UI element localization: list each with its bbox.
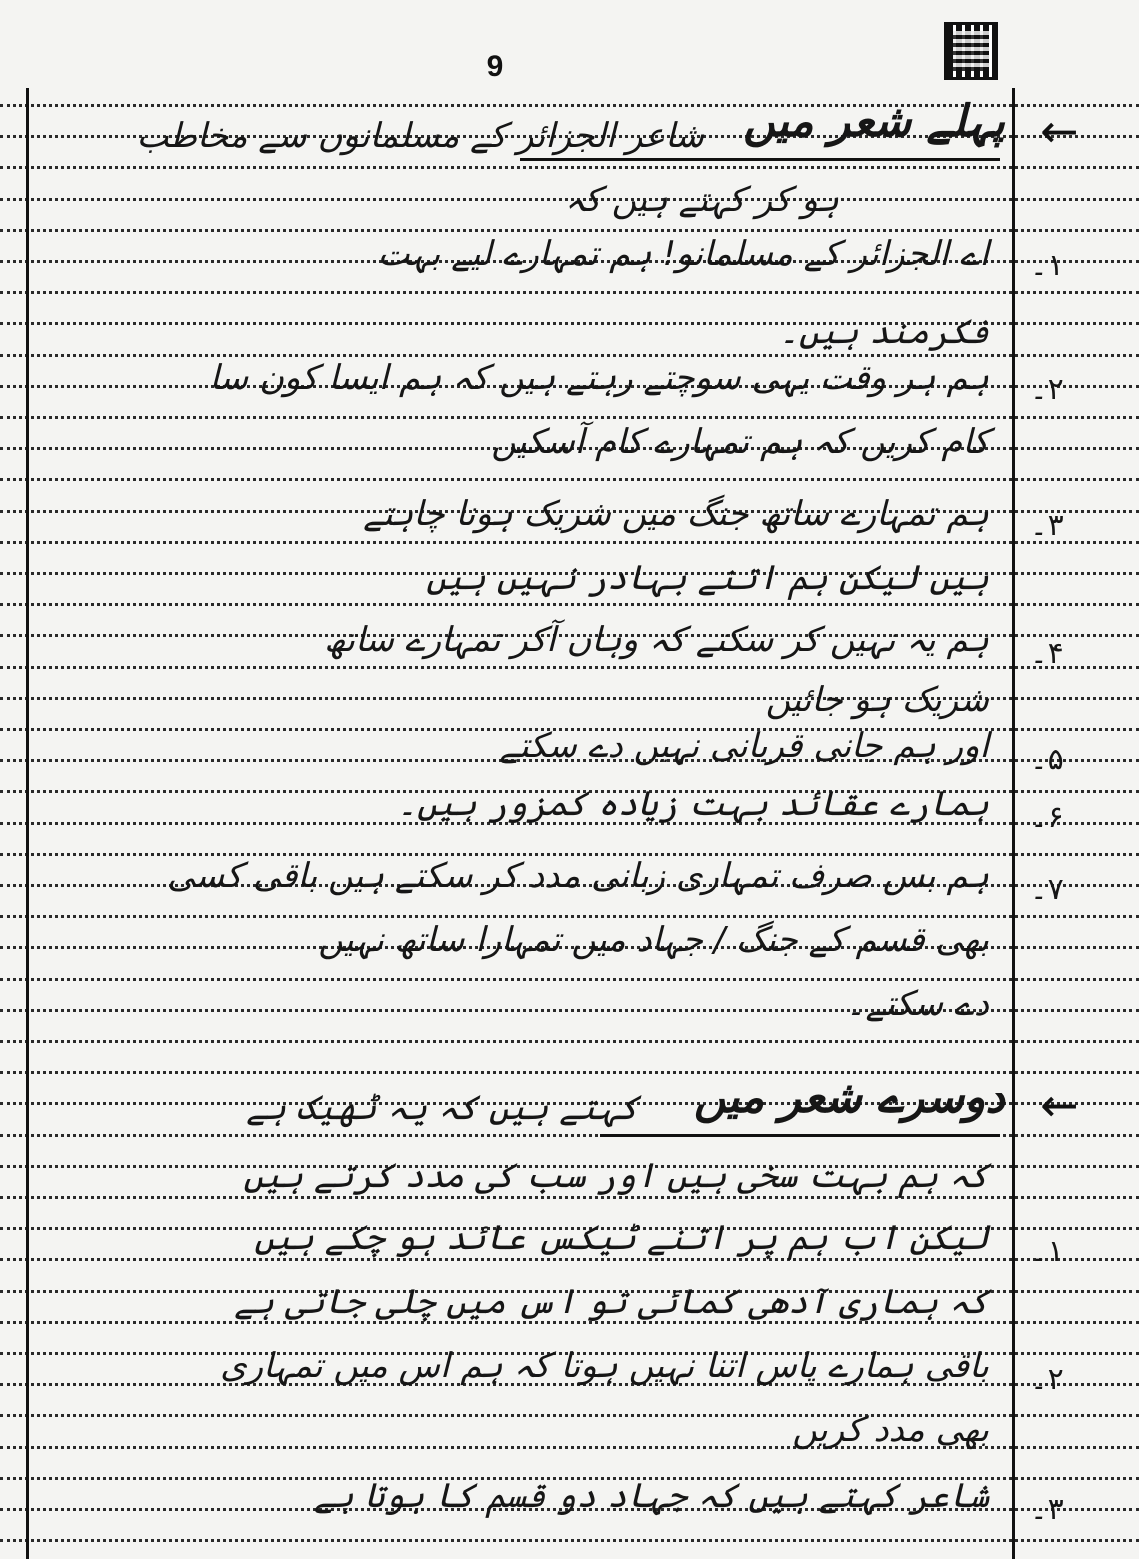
ruled-line <box>0 978 1139 981</box>
section2-item2-line2: بھی مدد کریں <box>792 1410 989 1450</box>
section1-item2-line1: ہم ہر وقت یہی سوچتے رہتے ہیں کہ ہم ایسا کون سا <box>209 358 989 398</box>
ruled-line <box>0 354 1139 357</box>
section1-item1-line1: اے الجزائر کے مسلمانو! ہم تمہارے لیے بہت <box>377 234 989 274</box>
ruled-line <box>0 229 1139 232</box>
qr-code-icon <box>944 22 998 80</box>
section1-item6-line1: ہمارے عقائد بہت زیادہ کمزور ہیں۔ <box>397 784 989 824</box>
ruled-line <box>0 291 1139 294</box>
section1-intro: ہو کر کہتے ہیں کہ <box>564 180 839 220</box>
item-number: ۶۔ <box>1030 800 1064 835</box>
section2-heading: دوسرے شعر میں <box>693 1072 1005 1123</box>
margin-line <box>1012 88 1015 1559</box>
ruled-line <box>0 478 1139 481</box>
section1-item3-line2: ہیں لیکن ہم اتنے بہادر نہیں ہیں <box>426 558 989 598</box>
section1-item4-line1: ہم یہ نہیں کر سکتے کہ وہاں آکر تمہارے ساتھ <box>324 620 989 660</box>
section1-item2-line2: کام کریں کہ ہم تمہارے کام آسکیں <box>491 422 989 462</box>
section1-item7-line2: بھی قسم کے جنگ / جہاد میں تمہارا ساتھ نہیں <box>318 920 989 960</box>
section2-item1-line1: لیکن اب ہم پر اتنے ٹیکس عائد ہو چکے ہیں <box>254 1218 989 1258</box>
section1-item4-line2: شریک ہو جائیں <box>765 680 989 720</box>
section1-item1-line2: فکرمند ہیں۔ <box>778 312 989 352</box>
item-number: ۳۔ <box>1030 1492 1064 1527</box>
item-number: ۲۔ <box>1030 1362 1064 1397</box>
ruled-line <box>0 1040 1139 1043</box>
ruled-line <box>0 166 1139 169</box>
section1-heading: پہلے شعر میں <box>743 96 1005 147</box>
item-number: ۴۔ <box>1030 636 1064 671</box>
ruled-line <box>0 603 1139 606</box>
item-number: ۳۔ <box>1030 508 1064 543</box>
section2-item2-line1: باقی ہمارے پاس اتنا نہیں ہوتا کہ ہم اس میں تمہاری <box>220 1346 989 1386</box>
ruled-line <box>0 416 1139 419</box>
section1-heading-underline <box>520 158 1000 161</box>
arrow-left-icon: ← <box>1040 1078 1079 1132</box>
item-number: ۵۔ <box>1030 742 1064 777</box>
section2-item3-line1: شاعر کہتے ہیں کہ جہاد دو قسم کا ہوتا ہے <box>313 1476 989 1516</box>
arrow-left-icon: ← <box>1040 104 1079 158</box>
section2-intro: کہ ہم بہت سخی ہیں اور سب کی مدد کرتے ہیں <box>243 1156 989 1196</box>
section1-item5-line1: اور ہم جانی قربانی نہیں دے سکتے <box>499 726 989 766</box>
page-number: 9 <box>486 50 504 83</box>
item-number: ۱۔ <box>1030 248 1064 283</box>
section2-heading-rest: کہتے ہیں کہ یہ ٹھیک ہے <box>246 1088 639 1128</box>
ruled-line <box>0 541 1139 544</box>
left-margin-line <box>26 88 29 1559</box>
item-number: ۲۔ <box>1030 372 1064 407</box>
item-number: ۷۔ <box>1030 872 1064 907</box>
section2-item1-line2: کہ ہماری آدھی کمائی تو اس میں چلی جاتی ہے <box>234 1282 989 1322</box>
item-number: ۱۔ <box>1030 1234 1064 1269</box>
ruled-line <box>0 1539 1139 1542</box>
ruled-line <box>0 1196 1139 1199</box>
section1-item3-line1: ہم تمہارے ساتھ جنگ میں شریک ہونا چاہتے <box>363 494 989 534</box>
ruled-line <box>0 915 1139 918</box>
section1-item7-line1: ہم بس صرف تمہاری زبانی مدد کر سکتے ہیں باقی کسی <box>167 856 989 896</box>
ruled-line <box>0 666 1139 669</box>
section2-heading-underline <box>600 1134 1000 1137</box>
section1-item7-line3: دے سکتے۔ <box>845 984 989 1024</box>
section1-heading-rest: شاعر الجزائر کے مسلمانوں سے مخاطب <box>136 116 704 156</box>
ruled-line <box>0 1258 1139 1261</box>
